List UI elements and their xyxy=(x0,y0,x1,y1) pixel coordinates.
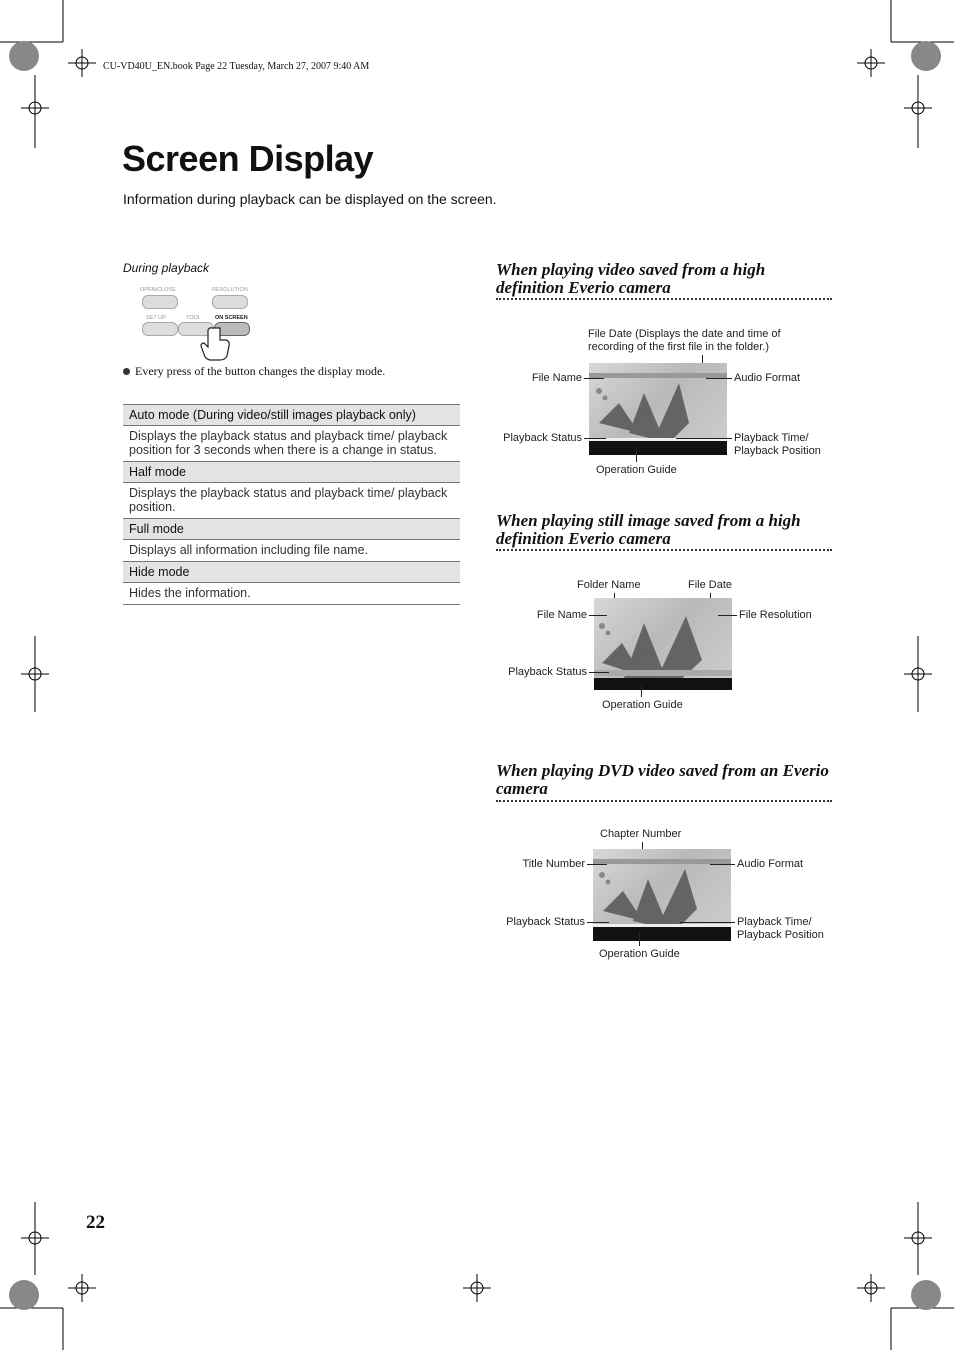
mode-name: Half mode xyxy=(123,462,460,483)
section-title-hd-still: When playing still image saved from a high definition Everio camera xyxy=(496,511,801,548)
leader-line xyxy=(636,448,637,462)
leader-line xyxy=(584,438,606,439)
leader-line xyxy=(587,922,609,923)
bullet-note xyxy=(123,364,385,379)
table-row xyxy=(123,562,460,583)
table-row xyxy=(123,426,460,462)
hd-video-screen-sample xyxy=(589,363,727,455)
mode-name: Full mode xyxy=(123,519,460,540)
leader-line xyxy=(641,683,642,697)
section-divider xyxy=(496,298,832,300)
table-row xyxy=(123,519,460,540)
mode-desc: Displays the playback status and playback time/ playback position for 3 seconds when there is a change in status. xyxy=(123,426,460,462)
label-chapter-number: Chapter Number xyxy=(600,828,682,840)
mode-desc: Hides the information. xyxy=(123,583,460,605)
display-mode-table xyxy=(123,404,460,605)
label-playback-status: Playback Status xyxy=(506,916,585,928)
label-file-date: File Date xyxy=(688,579,733,591)
table-row xyxy=(123,583,460,605)
leader-line xyxy=(710,864,735,865)
table-row xyxy=(123,462,460,483)
dvd-video-screen-sample xyxy=(593,849,731,941)
label-playback-time: Playback Time/ Playback Position xyxy=(737,916,824,941)
mode-desc: Displays all information including file name. xyxy=(123,540,460,562)
label-playback-time: Playback Time/ Playback Position xyxy=(734,432,821,457)
hd-still-screen-sample xyxy=(594,598,732,690)
mode-name: Hide mode xyxy=(123,562,460,583)
during-playback-label: During playback xyxy=(123,261,210,275)
leader-line xyxy=(706,378,732,379)
label-title-number: Title Number xyxy=(522,858,585,870)
book-header-line: CU-VD40U_EN.book Page 22 Tuesday, March 27, 2007 9:40 AM xyxy=(103,61,370,72)
label-file-name: File Name xyxy=(536,609,587,621)
table-row xyxy=(123,540,460,562)
intro-text: Information during playback can be displayed on the screen. xyxy=(123,191,497,207)
section-title-hd-video: When playing video saved from a high definition Everio camera xyxy=(496,260,766,297)
section-divider xyxy=(496,800,832,802)
table-row xyxy=(123,483,460,519)
resolution-button xyxy=(212,295,248,309)
leader-line xyxy=(584,378,604,379)
bullet-text: Every press of the button changes the display mode. xyxy=(135,364,386,378)
leader-line xyxy=(639,932,640,946)
remote-control-illustration xyxy=(138,284,258,354)
on-screen-label: ON SCREEN xyxy=(215,315,248,321)
label-file-name: File Name xyxy=(531,372,582,384)
bullet-icon xyxy=(123,368,130,375)
leader-line xyxy=(718,615,737,616)
mode-desc: Displays the playback status and playback time/ playback position. xyxy=(123,483,460,519)
pointing-hand-icon xyxy=(196,326,236,362)
section-divider xyxy=(496,549,832,551)
leader-line xyxy=(587,864,607,865)
section-title-dvd-video: When playing DVD video saved from an Everio camera xyxy=(496,761,829,798)
label-file-resolution: File Resolution xyxy=(739,609,812,621)
set-up-label: SET UP xyxy=(146,315,166,321)
resolution-label: RESOLUTION xyxy=(212,287,248,293)
page-title: Screen Display xyxy=(122,138,374,179)
set-up-button xyxy=(142,322,178,336)
leader-line xyxy=(589,672,609,673)
label-operation-guide: Operation Guide xyxy=(602,699,683,711)
mode-name: Auto mode (During video/still images playback only) xyxy=(123,405,460,426)
label-audio-format: Audio Format xyxy=(737,858,804,870)
label-playback-status: Playback Status xyxy=(503,432,582,444)
label-file-date: File Date (Displays the date and time of recording of the first file in the folder.) xyxy=(588,328,781,353)
open-close-button xyxy=(142,295,178,309)
table-row xyxy=(123,405,460,426)
open-close-label: OPEN/CLOSE xyxy=(140,287,176,293)
page-number: 22 xyxy=(86,1212,105,1233)
leader-line xyxy=(680,922,735,923)
label-playback-status: Playback Status xyxy=(508,666,587,678)
label-audio-format: Audio Format xyxy=(734,372,801,384)
leader-line xyxy=(676,438,732,439)
leader-line xyxy=(589,615,607,616)
label-operation-guide: Operation Guide xyxy=(599,948,680,960)
tool-label: TOOL xyxy=(186,315,201,321)
label-folder-name: Folder Name xyxy=(577,579,641,591)
label-operation-guide: Operation Guide xyxy=(596,464,677,476)
